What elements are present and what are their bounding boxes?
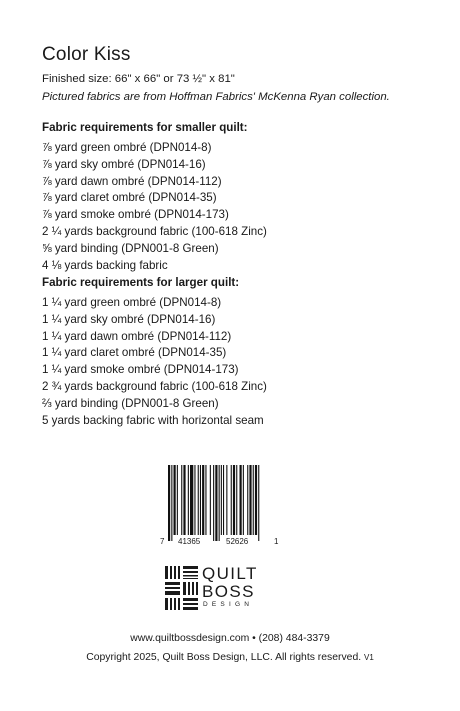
upc-barcode <box>160 465 282 550</box>
logo-word-quilt: QUILT <box>202 564 258 583</box>
list-item: 1 ¼ yard claret ombré (DPN014-35) <box>42 346 227 360</box>
list-item: 5 yards backing fabric with horizontal seam <box>42 413 264 427</box>
list-item: ⅞ yard green ombré (DPN014-8) <box>42 141 212 154</box>
quilt-boss-logo <box>165 566 305 610</box>
list-item: 1 ¼ yard sky ombré (DPN014-16) <box>42 312 216 326</box>
pictured-fabrics-note: Pictured fabrics are from Hoffman Fabrics' McKenna Ryan collection. <box>42 91 390 103</box>
list-item: 1 ¼ yard dawn ombré (DPN014-112) <box>42 329 232 343</box>
list-item: 1 ¼ yard smoke ombré (DPN014-173) <box>42 363 239 377</box>
finished-size: Finished size: 66" x 66" or 73 ½" x 81" <box>42 73 235 85</box>
list-item: ⅞ yard sky ombré (DPN014-16) <box>42 157 206 171</box>
copyright-line <box>0 652 460 663</box>
list-item: ⅞ yard smoke ombré (DPN014-173) <box>42 208 229 222</box>
contact-line: www.quiltbossdesign.com • (208) 484-3379 <box>130 633 330 644</box>
barcode-left-digits: 41365 <box>178 537 201 546</box>
list-item: ⅔ yard binding (DPN001-8 Green) <box>42 396 219 410</box>
list-item: 2 ¾ yards background fabric (100-618 Zinc) <box>42 379 267 393</box>
logo-word-design: DESIGN <box>203 601 254 608</box>
smaller-quilt-requirements <box>42 120 442 274</box>
smaller-quilt-list <box>42 140 442 274</box>
version-label: V1 <box>364 653 374 662</box>
logo-word-boss: BOSS <box>202 582 255 601</box>
barcode-trail-digit: 1 <box>274 537 279 546</box>
barcode-lead-digit: 7 <box>160 537 165 546</box>
barcode-right-digits: 52626 <box>226 537 249 546</box>
larger-quilt-list <box>42 295 442 429</box>
quilt-block-logo-icon <box>165 566 199 610</box>
larger-quilt-heading: Fabric requirements for larger quilt: <box>42 276 240 289</box>
list-item: 2 ¼ yards background fabric (100-618 Zinc) <box>42 224 267 238</box>
larger-quilt-requirements <box>42 275 442 429</box>
barcode-bars <box>160 465 282 545</box>
smaller-quilt-heading: Fabric requirements for smaller quilt: <box>42 121 248 134</box>
list-item: 4 ⅛ yards backing fabric <box>42 258 168 272</box>
pattern-title: Color Kiss <box>42 44 131 65</box>
copyright-text: Copyright 2025, Quilt Boss Design, LLC. All rights reserved. <box>86 652 362 663</box>
list-item: 1 ¼ yard green ombré (DPN014-8) <box>42 296 222 309</box>
list-item: ⅞ yard claret ombré (DPN014-35) <box>42 191 217 205</box>
list-item: ⅝ yard binding (DPN001-8 Green) <box>42 241 219 255</box>
list-item: ⅞ yard dawn ombré (DPN014-112) <box>42 174 222 188</box>
